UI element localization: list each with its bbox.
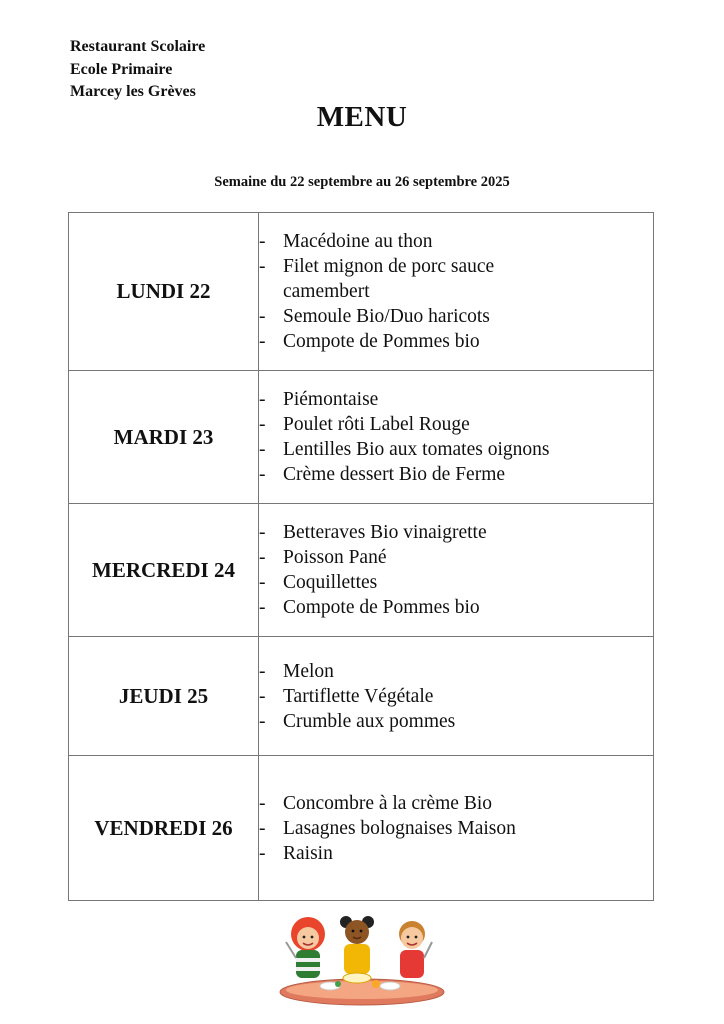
dish-item: - Piémontaise <box>259 387 653 412</box>
dish-item: - Compote de Pommes bio <box>259 595 653 620</box>
menu-row <box>69 213 654 371</box>
dish-item: - Poulet rôti Label Rouge <box>259 412 653 437</box>
dish-item: - Compote de Pommes bio <box>259 329 653 354</box>
dish-item: - Raisin <box>259 841 653 866</box>
menu-row <box>69 504 654 637</box>
dishes-cell <box>259 504 654 637</box>
dish-item: - Semoule Bio/Duo haricots <box>259 304 653 329</box>
dish-list <box>259 229 653 354</box>
dish-item: - Lentilles Bio aux tomates oignons <box>259 437 653 462</box>
page-title: MENU <box>316 101 408 133</box>
dish-item: - Lasagnes bolognaises Maison <box>259 816 653 841</box>
dish-item: - Filet mignon de porc sauce camembert <box>259 254 523 304</box>
dish-list <box>259 387 653 487</box>
dishes-cell <box>259 213 654 371</box>
header-line-school: Ecole Primaire <box>70 60 173 78</box>
menu-row <box>69 756 654 901</box>
dish-item: - Concombre à la crème Bio <box>259 791 653 816</box>
menu-row <box>69 637 654 756</box>
child-middle-icon <box>340 916 374 983</box>
day-label: JEUDI 25 <box>69 637 259 756</box>
header-line-restaurant: Restaurant Scolaire <box>70 38 206 55</box>
dish-list <box>259 520 653 620</box>
child-right-icon <box>399 921 432 978</box>
dishes-cell <box>259 756 654 901</box>
day-label: LUNDI 22 <box>69 213 259 371</box>
dish-item: - Poisson Pané <box>259 545 653 570</box>
dish-item: - Crumble aux pommes <box>259 709 653 734</box>
menu-table <box>68 212 654 901</box>
dish-list <box>259 659 653 734</box>
day-label: MERCREDI 24 <box>69 504 259 637</box>
dishes-cell <box>259 637 654 756</box>
dish-item: - Crème dessert Bio de Ferme <box>259 462 653 487</box>
dish-item: - Betteraves Bio vinaigrette <box>259 520 653 545</box>
dishes-cell <box>259 371 654 504</box>
menu-row <box>69 371 654 504</box>
child-left-icon <box>286 917 325 978</box>
header-line-town: Marcey les Grèves <box>70 83 196 100</box>
day-label: VENDREDI 26 <box>69 756 259 901</box>
dish-item: - Macédoine au thon <box>259 229 653 254</box>
dish-list <box>259 791 653 866</box>
children-eating-illustration <box>272 912 452 1008</box>
day-label: MARDI 23 <box>69 371 259 504</box>
restaurant-header <box>70 36 205 104</box>
dish-item: - Coquillettes <box>259 570 653 595</box>
week-subtitle: Semaine du 22 septembre au 26 septembre 2025 <box>214 174 510 190</box>
dish-item: - Melon <box>259 659 653 684</box>
dish-item: - Tartiflette Végétale <box>259 684 653 709</box>
